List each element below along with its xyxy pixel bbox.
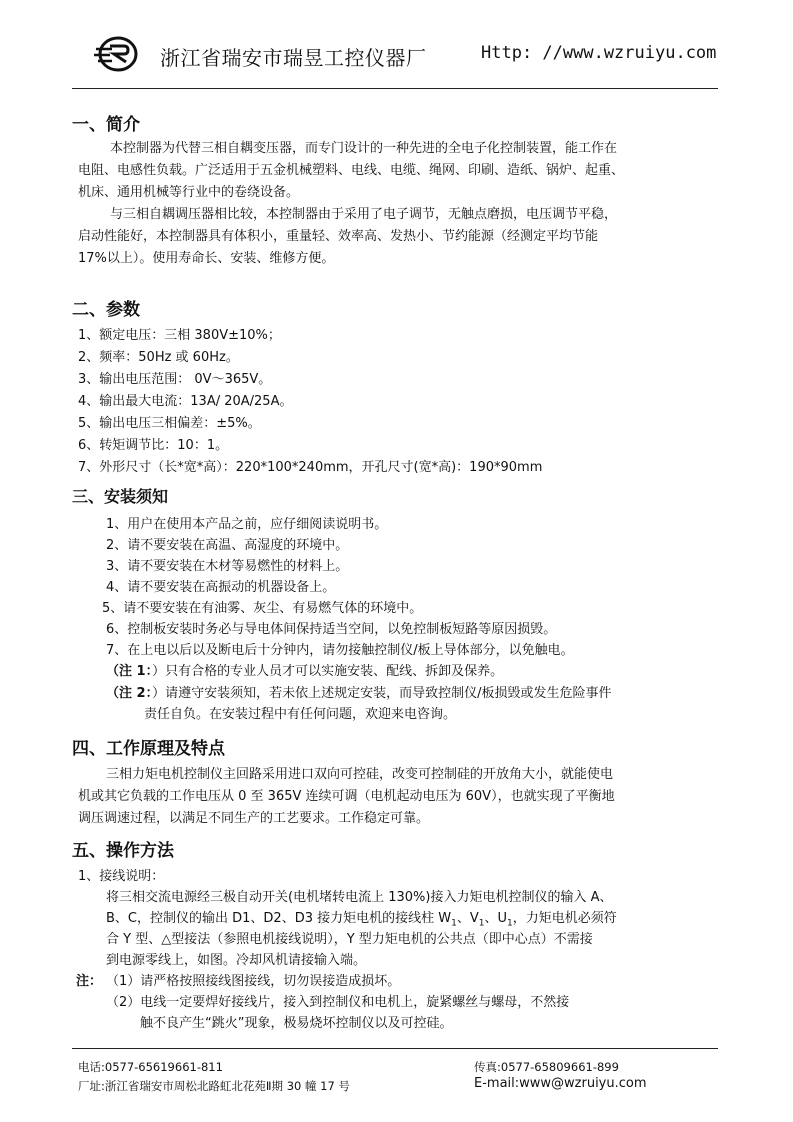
param-item: 3、输出电压范围： 0V～365V。 [78,372,272,387]
wiring-subtitle: 1、接线说明： [78,869,165,884]
subscript: 1 [506,918,513,929]
section-title-params: 二、参数 [72,300,140,320]
intro-line: 启动性能好，本控制器具有体积小，重量轻、效率高、发热小、节约能源（经测定平均节能 [78,229,599,244]
install-note-2-cont: 责任自负。在安装过程中有任何问题，欢迎来电咨询。 [144,707,457,722]
principle-line: 三相力矩电机控制仪主回路采用进口双向可控硅，改变可控制硅的开放角大小，就能使电 [106,767,614,782]
install-note-2 [106,683,611,705]
install-item: 3、请不要安装在木材等易燃性的材料上。 [106,559,349,574]
principle-line: 调压调速过程，以满足不同生产的工艺要求。工作稳定可靠。 [78,811,430,826]
section-title-intro: 一、简介 [72,115,140,135]
note-label: （注 1： [106,664,153,679]
wiring-text: B、C，控制仪的输出 D1、D2、D3 接力矩电机的接线柱 W [106,911,452,926]
install-note-1 [106,661,503,683]
intro-line: 电阻、电感性负载。广泛适用于五金机械塑料、电线、电缆、绳网、印刷、造纸、锅炉、起重、 [78,163,625,178]
intro-line: 17%以上）。使用寿命长、安装、维修方便。 [78,251,335,266]
install-item: 5、请不要安装在有油雾、灰尘、有易燃气体的环境中。 [102,601,423,616]
operation-note: （1）请严格按照接线图接线，切勿误接造成损坏。 [106,974,401,989]
section-title-principle: 四、工作原理及特点 [72,739,225,759]
install-item: 6、控制板安装时务必与导电体间保持适当空间，以免控制板短路等原因损毁。 [106,622,557,637]
footer-phone: 电话:0577-65619661-811 [78,1060,223,1074]
footer-divider [72,1048,718,1049]
wiring-text: 、U [484,911,507,926]
install-item: 7、在上电以后以及断电后十分钟内，请勿接触控制仪/板上导体部分，以免触电。 [106,643,574,658]
footer-address: 厂址:浙江省瑞安市周松北路虹北花苑Ⅱ期 30 幢 17 号 [78,1079,350,1093]
param-item: 7、外形尺寸（长*宽*高）：220*100*240mm，开孔尺寸(宽*高)：190*90mm [78,460,543,475]
install-item: 4、请不要安装在高振动的机器设备上。 [106,580,336,595]
company-name: 浙江省瑞安市瑞昱工控仪器厂 [160,46,427,70]
note-text: ）请遵守安装须知，若未依上述规定安装，而导致控制仪/板损毁或发生危险事件 [152,686,612,701]
wiring-text: 、V [456,911,479,926]
install-item: 2、请不要安装在高温、高湿度的环境中。 [106,538,349,553]
principle-line: 机或其它负载的工作电压从 0 至 365V 连续可调（电机起动电压为 60V），也就实现了平衡地 [78,789,615,804]
note-label: （注 2： [106,686,153,701]
section-title-install: 三、安装须知 [72,487,169,506]
intro-line: 机床、通用机械等行业中的卷绕设备。 [78,185,300,200]
wiring-line: 合 Y 型、△型接法（参照电机接线说明），Y 型力矩电机的公共点（即中心点）不需接 [106,932,593,947]
note-text: ）只有合格的专业人员才可以实施安装、配线、拆卸及保养。 [152,664,504,679]
param-item: 4、输出最大电流：13A/ 20A/25A。 [78,394,293,409]
intro-line: 与三相自耦调压器相比较，本控制器由于采用了电子调节，无触点磨损，电压调节平稳， [110,207,618,222]
subscript: 1 [451,918,457,929]
footer-email[interactable]: E-mail:www@wzruiyu.com [474,1076,647,1091]
operation-note: （2）电线一定要焊好接线片，接入到控制仪和电机上，旋紧螺丝与螺母，不然接 [106,995,570,1010]
param-item: 2、频率：50Hz 或 60Hz。 [78,350,239,365]
wiring-line: 到电源零线上，如图。冷却风机请接输入端。 [106,953,367,968]
wiring-text: ，力矩电机必须符 [512,911,617,926]
operation-note-label: 注： [76,974,103,989]
install-item: 1、用户在使用本产品之前，应仔细阅读说明书。 [106,517,388,532]
website-url[interactable]: Http: //www.wzruiyu.com [481,43,717,63]
header-divider [72,88,718,89]
section-title-operation: 五、操作方法 [72,841,174,861]
param-item: 5、输出电压三相偏差：±5%。 [78,416,261,431]
operation-note-cont: 触不良产生“跳火”现象，极易烧坏控制仪以及可控硅。 [140,1016,453,1031]
param-item: 6、转矩调节比：10：1。 [78,438,229,453]
wiring-line: 将三相交流电源经三极自动开关(电机堵转电流上 130%)接入力矩电机控制仪的输入 A、 [106,890,613,905]
footer-fax: 传真:0577-65809661-899 [474,1060,619,1074]
intro-line: 本控制器为代替三相自耦变压器，而专门设计的一种先进的全电子化控制装置，能工作在 [110,141,618,156]
param-item: 1、额定电压：三相 380V±10%； [78,328,281,343]
company-logo-icon [94,34,138,74]
subscript: 1 [478,918,485,929]
